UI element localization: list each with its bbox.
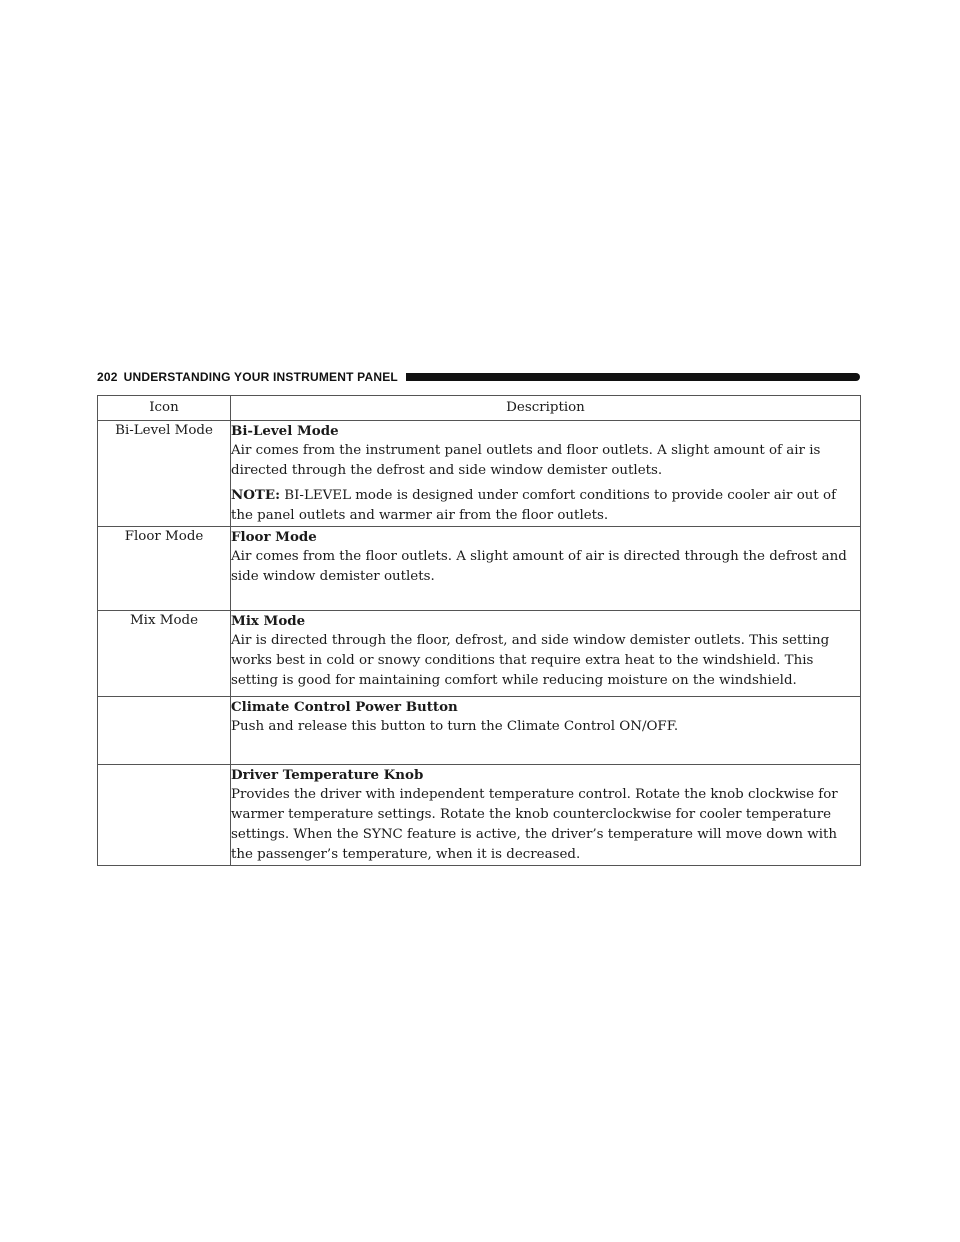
row-icon-label — [98, 697, 231, 765]
row-title: Floor Mode — [231, 529, 317, 545]
row-title: Climate Control Power Button — [231, 699, 458, 715]
page-header — [97, 369, 860, 385]
table-row — [98, 527, 861, 611]
page-number: 202 — [97, 370, 118, 384]
row-icon-label: Floor Mode — [98, 527, 231, 611]
section-title: UNDERSTANDING YOUR INSTRUMENT PANEL — [123, 370, 398, 384]
row-description — [231, 765, 861, 866]
row-body: Push and release this button to turn the Climate Control ON/OFF. — [231, 719, 679, 734]
row-title: Mix Mode — [231, 613, 306, 629]
row-body: Air comes from the floor outlets. A slight amount of air is directed through the defrost and side window demister outlets. — [231, 549, 847, 584]
row-note — [231, 485, 860, 526]
row-description — [231, 421, 861, 527]
note-label: NOTE: — [231, 487, 281, 503]
row-description — [231, 611, 861, 697]
row-icon-label — [98, 765, 231, 866]
row-title: Driver Temperature Knob — [231, 767, 424, 783]
column-header-icon: Icon — [98, 396, 231, 421]
table-row — [98, 765, 861, 866]
row-description — [231, 697, 861, 765]
row-body: Provides the driver with independent temperature control. Rotate the knob clockwise for warmer temperature settings. Rotate the knob counterclockwise for cooler temperature settings. When the SYNC feature is active, the driver’s temperature will move down with the passenger’s temperature, when it is decreased. — [231, 787, 838, 862]
row-body: Air is directed through the floor, defrost, and side window demister outlets. This setting works best in cold or snowy conditions that require extra heat to the windshield. This setting is good for maintaining comfort while reducing moisture on the windshield. — [231, 633, 830, 688]
note-text: BI-LEVEL mode is designed under comfort conditions to provide cooler air out of the panel outlets and warmer air from the floor outlets. — [231, 488, 837, 523]
table-header-row — [98, 396, 861, 421]
climate-controls-table — [97, 395, 861, 866]
row-icon-label: Bi-Level Mode — [98, 421, 231, 527]
row-title: Bi-Level Mode — [231, 423, 339, 439]
table-row — [98, 421, 861, 527]
column-header-description: Description — [231, 396, 861, 421]
row-description — [231, 527, 861, 611]
table-row — [98, 611, 861, 697]
table-row — [98, 697, 861, 765]
header-rule — [406, 373, 860, 381]
row-icon-label: Mix Mode — [98, 611, 231, 697]
row-body: Air comes from the instrument panel outlets and floor outlets. A slight amount of air is directed through the defrost and side window demister outlets. — [231, 443, 821, 478]
